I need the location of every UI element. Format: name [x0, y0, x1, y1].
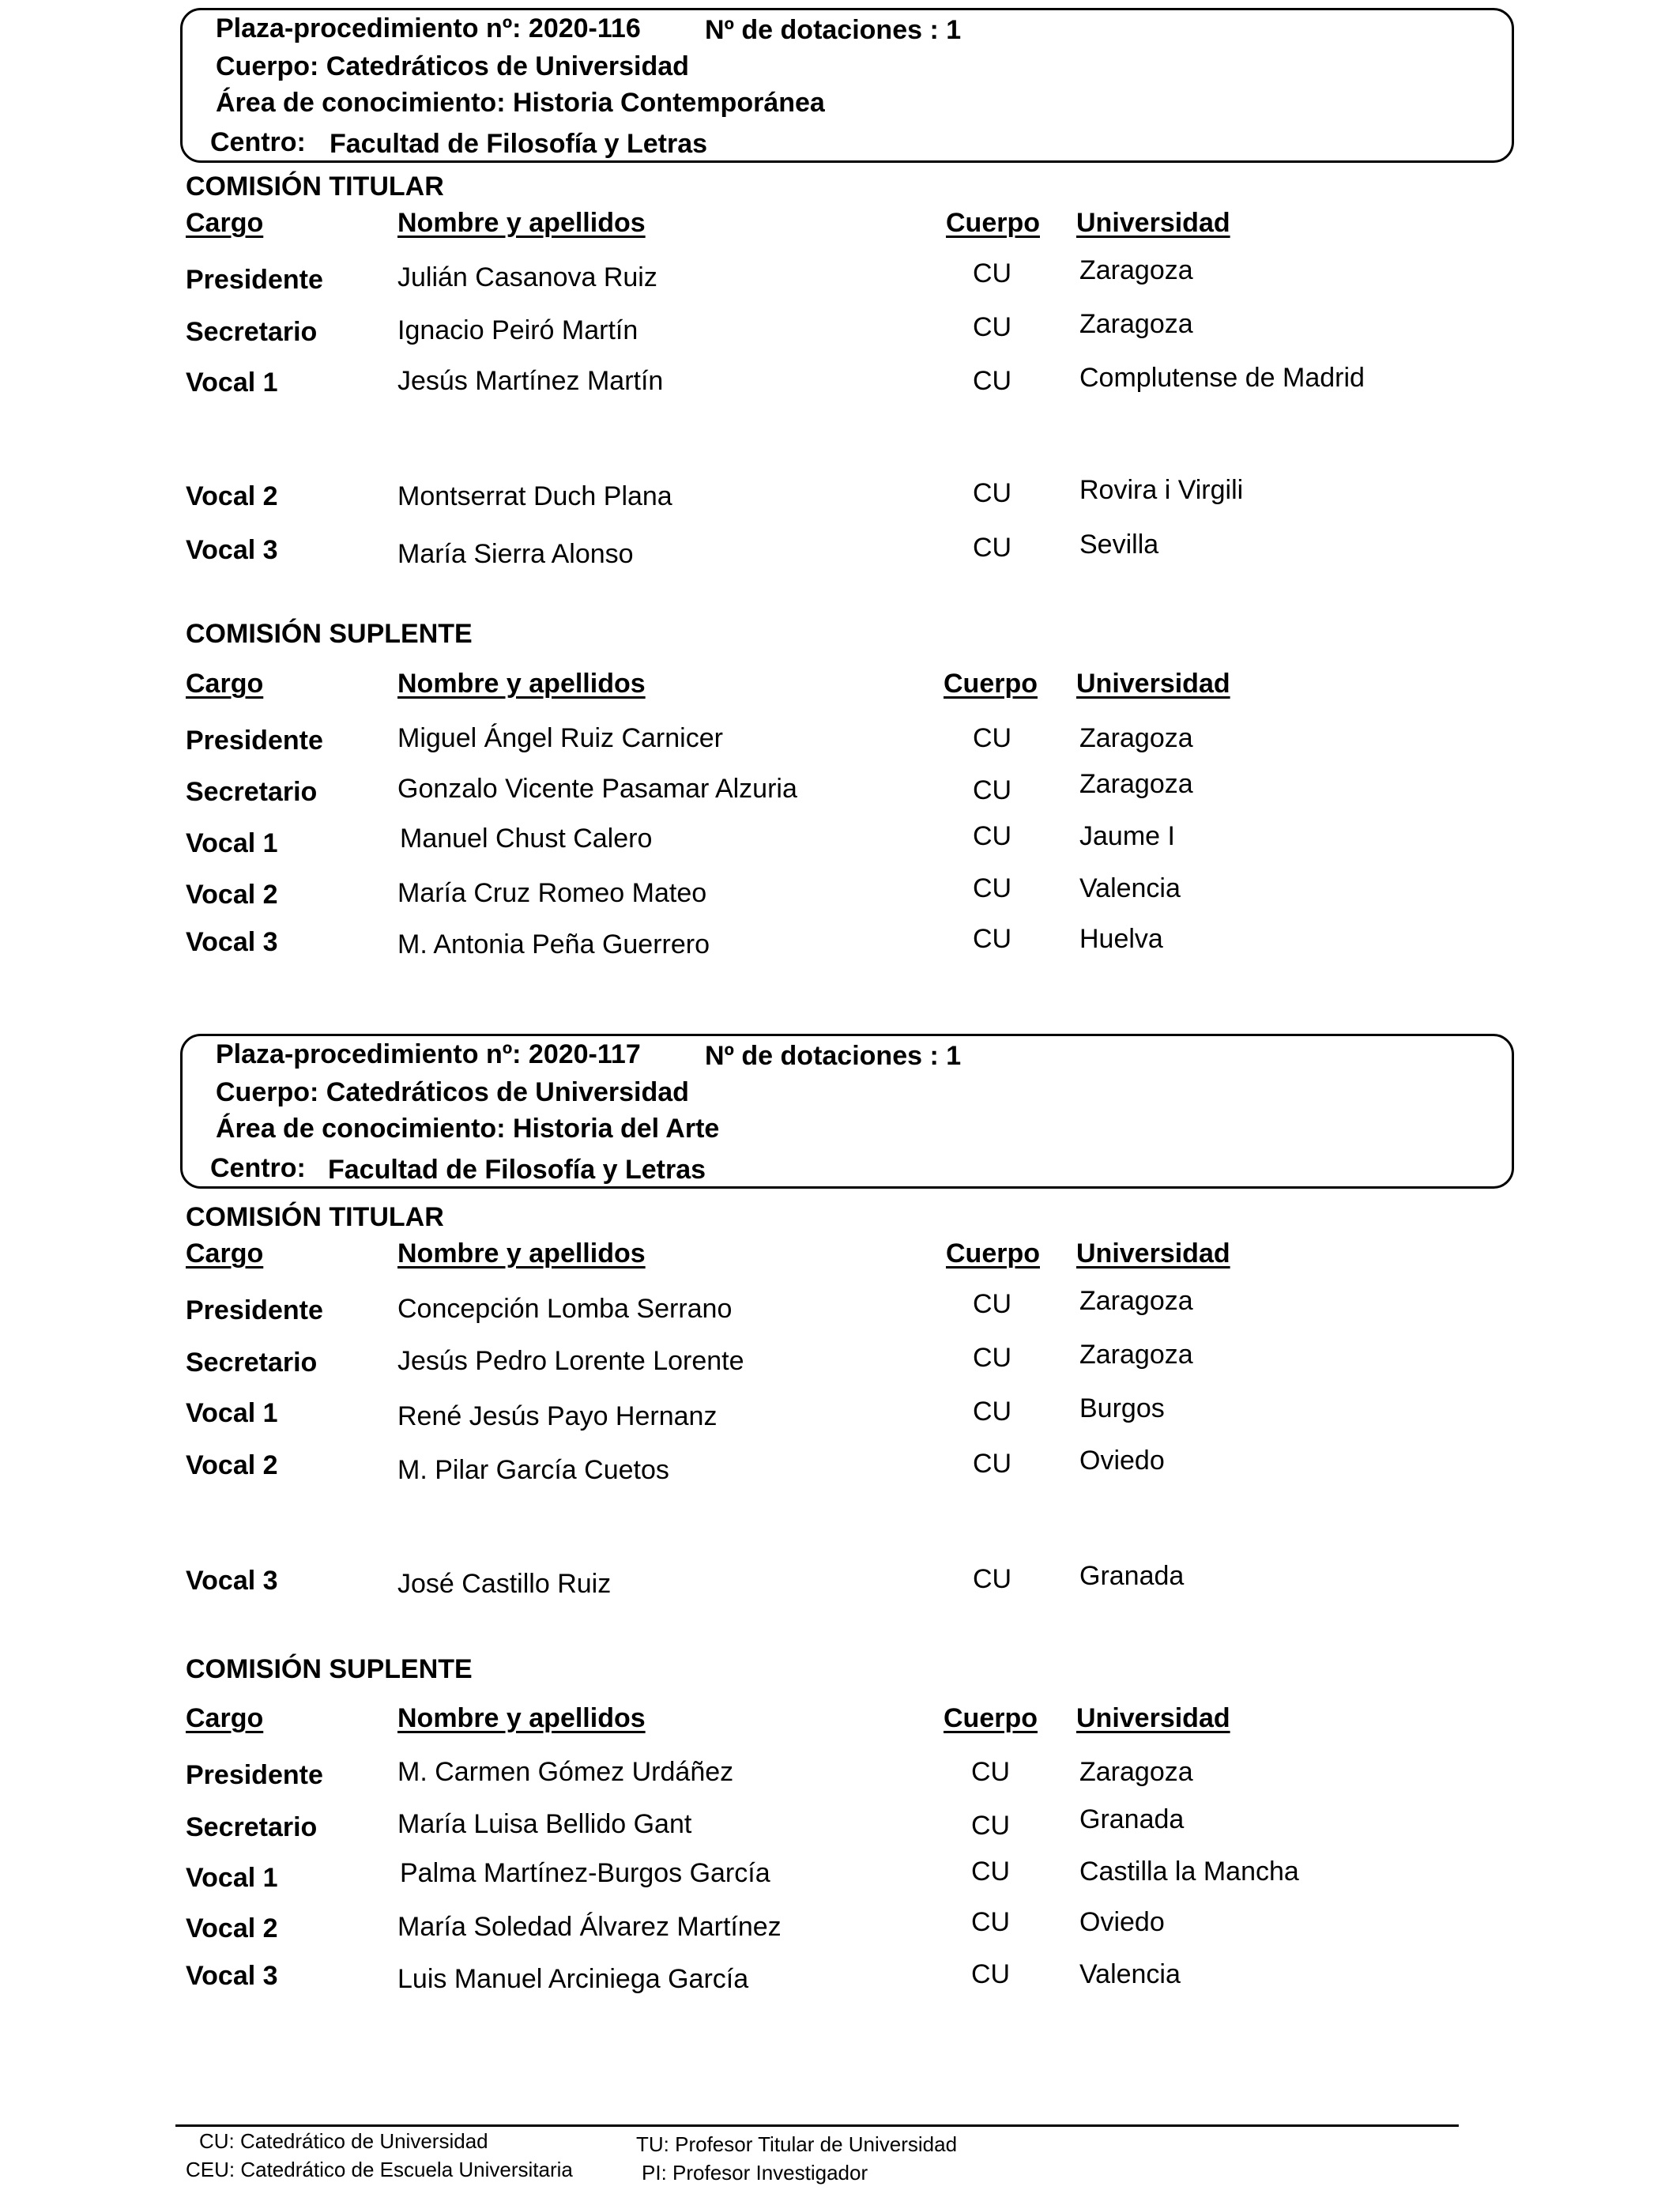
row-cuerpo: CU [971, 1811, 1011, 1841]
header-universidad: Universidad [1076, 1703, 1230, 1733]
row-cargo: Secretario [186, 317, 318, 347]
header-nombre: Nombre y apellidos [397, 208, 646, 238]
row-nombre: Julián Casanova Ruiz [397, 262, 657, 292]
legend-ceu: CEU: Catedrático de Escuela Universitaria [186, 2158, 573, 2181]
plaza-number: Plaza-procedimiento nº: 2020-117 [216, 1039, 641, 1069]
header-universidad: Universidad [1076, 1238, 1230, 1269]
row-cuerpo: CU [973, 1397, 1012, 1427]
row-cargo: Presidente [186, 726, 323, 756]
row-cargo: Vocal 2 [186, 1913, 278, 1943]
header-nombre: Nombre y apellidos [397, 1703, 646, 1733]
legend-pi: PI: Profesor Investigador [642, 2161, 868, 2185]
row-nombre: Jesús Pedro Lorente Lorente [397, 1346, 744, 1376]
area-line: Área de conocimiento: Historia del Arte [216, 1114, 720, 1144]
row-cargo: Secretario [186, 1348, 318, 1378]
row-universidad: Zaragoza [1079, 723, 1193, 753]
area-line: Área de conocimiento: Historia Contemporánea [216, 88, 825, 118]
row-universidad: Complutense de Madrid [1079, 363, 1365, 393]
row-cuerpo: CU [973, 1289, 1012, 1319]
suplente-heading: COMISIÓN SUPLENTE [186, 619, 473, 649]
row-nombre: Gonzalo Vicente Pasamar Alzuria [397, 774, 797, 804]
row-universidad: Burgos [1079, 1393, 1165, 1423]
header-cargo: Cargo [186, 1703, 264, 1733]
row-cuerpo: CU [973, 1449, 1012, 1479]
row-universidad: Oviedo [1079, 1446, 1165, 1476]
row-universidad: Granada [1079, 1804, 1185, 1834]
row-universidad: Zaragoza [1079, 309, 1193, 339]
row-nombre: Ignacio Peiró Martín [397, 315, 638, 345]
row-cargo: Presidente [186, 265, 323, 295]
row-cargo: Vocal 3 [186, 535, 278, 565]
row-cuerpo: CU [973, 1564, 1012, 1594]
row-cuerpo: CU [973, 258, 1012, 288]
row-nombre: María Cruz Romeo Mateo [397, 878, 707, 908]
row-cargo: Vocal 2 [186, 481, 278, 511]
header-cuerpo: Cuerpo [944, 669, 1038, 699]
row-nombre: M. Carmen Gómez Urdáñez [397, 1757, 734, 1787]
row-universidad: Valencia [1079, 1959, 1181, 1989]
row-nombre: Miguel Ángel Ruiz Carnicer [397, 723, 723, 753]
header-cargo: Cargo [186, 208, 264, 238]
row-cuerpo: CU [971, 1959, 1011, 1989]
row-cuerpo: CU [973, 1343, 1012, 1373]
row-nombre: René Jesús Payo Hernanz [397, 1401, 718, 1431]
row-universidad: Zaragoza [1079, 1340, 1193, 1370]
header-cargo: Cargo [186, 669, 264, 699]
row-cuerpo: CU [973, 478, 1012, 508]
centro-label: Centro: [210, 1153, 306, 1183]
row-cuerpo: CU [973, 775, 1012, 805]
row-nombre: María Sierra Alonso [397, 539, 634, 569]
dotaciones: Nº de dotaciones : 1 [705, 1041, 962, 1071]
row-cuerpo: CU [971, 1757, 1011, 1787]
row-cargo: Presidente [186, 1760, 323, 1790]
row-nombre: María Luisa Bellido Gant [397, 1809, 692, 1839]
row-cargo: Secretario [186, 777, 318, 807]
titular-heading: COMISIÓN TITULAR [186, 172, 444, 202]
row-nombre: M. Pilar García Cuetos [397, 1455, 669, 1485]
row-cuerpo: CU [971, 1907, 1011, 1937]
row-cuerpo: CU [973, 312, 1012, 342]
header-cuerpo: Cuerpo [944, 1703, 1038, 1733]
row-cargo: Vocal 1 [186, 1398, 278, 1428]
row-universidad: Zaragoza [1079, 1757, 1193, 1787]
row-cuerpo: CU [973, 821, 1012, 851]
centro-value: Facultad de Filosofía y Letras [330, 129, 708, 159]
row-cargo: Vocal 3 [186, 927, 278, 957]
header-nombre: Nombre y apellidos [397, 1238, 646, 1269]
row-cargo: Secretario [186, 1812, 318, 1842]
header-cuerpo: Cuerpo [946, 1238, 1040, 1269]
row-cuerpo: CU [973, 924, 1012, 954]
cuerpo-line: Cuerpo: Catedráticos de Universidad [216, 51, 689, 81]
centro-value: Facultad de Filosofía y Letras [328, 1155, 706, 1185]
titular-heading: COMISIÓN TITULAR [186, 1202, 444, 1232]
cuerpo-line: Cuerpo: Catedráticos de Universidad [216, 1077, 689, 1107]
row-universidad: Jaume I [1079, 821, 1175, 851]
row-cuerpo: CU [973, 366, 1012, 396]
header-nombre: Nombre y apellidos [397, 669, 646, 699]
row-cargo: Vocal 1 [186, 828, 278, 858]
dotaciones: Nº de dotaciones : 1 [705, 15, 962, 45]
row-cuerpo: CU [973, 723, 1012, 753]
row-universidad: Castilla la Mancha [1079, 1857, 1299, 1887]
row-universidad: Sevilla [1079, 530, 1159, 560]
row-universidad: Huelva [1079, 924, 1163, 954]
row-cargo: Vocal 1 [186, 1863, 278, 1893]
row-nombre: Montserrat Duch Plana [397, 481, 672, 511]
row-universidad: Zaragoza [1079, 1286, 1193, 1316]
row-nombre: Luis Manuel Arciniega García [397, 1964, 749, 1994]
row-nombre: María Soledad Álvarez Martínez [397, 1912, 782, 1942]
row-universidad: Zaragoza [1079, 255, 1193, 285]
row-nombre: Manuel Chust Calero [400, 824, 653, 854]
row-nombre: José Castillo Ruiz [397, 1569, 612, 1599]
legend-cu: CU: Catedrático de Universidad [199, 2129, 488, 2153]
row-nombre: Palma Martínez-Burgos García [400, 1858, 770, 1888]
row-universidad: Valencia [1079, 873, 1181, 903]
row-cargo: Presidente [186, 1295, 323, 1325]
row-cargo: Vocal 2 [186, 1450, 278, 1480]
row-nombre: M. Antonia Peña Guerrero [397, 929, 710, 959]
row-universidad: Rovira i Virgili [1079, 475, 1244, 505]
header-universidad: Universidad [1076, 208, 1230, 238]
legend-tu: TU: Profesor Titular de Universidad [636, 2132, 958, 2156]
row-cuerpo: CU [973, 533, 1012, 563]
row-universidad: Zaragoza [1079, 769, 1193, 799]
row-cuerpo: CU [971, 1857, 1011, 1887]
centro-label: Centro: [210, 127, 306, 157]
header-cuerpo: Cuerpo [946, 208, 1040, 238]
row-cargo: Vocal 2 [186, 880, 278, 910]
header-universidad: Universidad [1076, 669, 1230, 699]
plaza-number: Plaza-procedimiento nº: 2020-116 [216, 13, 641, 43]
row-nombre: Concepción Lomba Serrano [397, 1294, 733, 1324]
row-cargo: Vocal 3 [186, 1961, 278, 1991]
row-nombre: Jesús Martínez Martín [397, 366, 664, 396]
footer-rule [175, 2124, 1459, 2127]
row-cargo: Vocal 1 [186, 368, 278, 398]
row-universidad: Granada [1079, 1561, 1185, 1591]
header-cargo: Cargo [186, 1238, 264, 1269]
row-cuerpo: CU [973, 873, 1012, 903]
row-cargo: Vocal 3 [186, 1566, 278, 1596]
suplente-heading: COMISIÓN SUPLENTE [186, 1654, 473, 1684]
row-universidad: Oviedo [1079, 1907, 1165, 1937]
